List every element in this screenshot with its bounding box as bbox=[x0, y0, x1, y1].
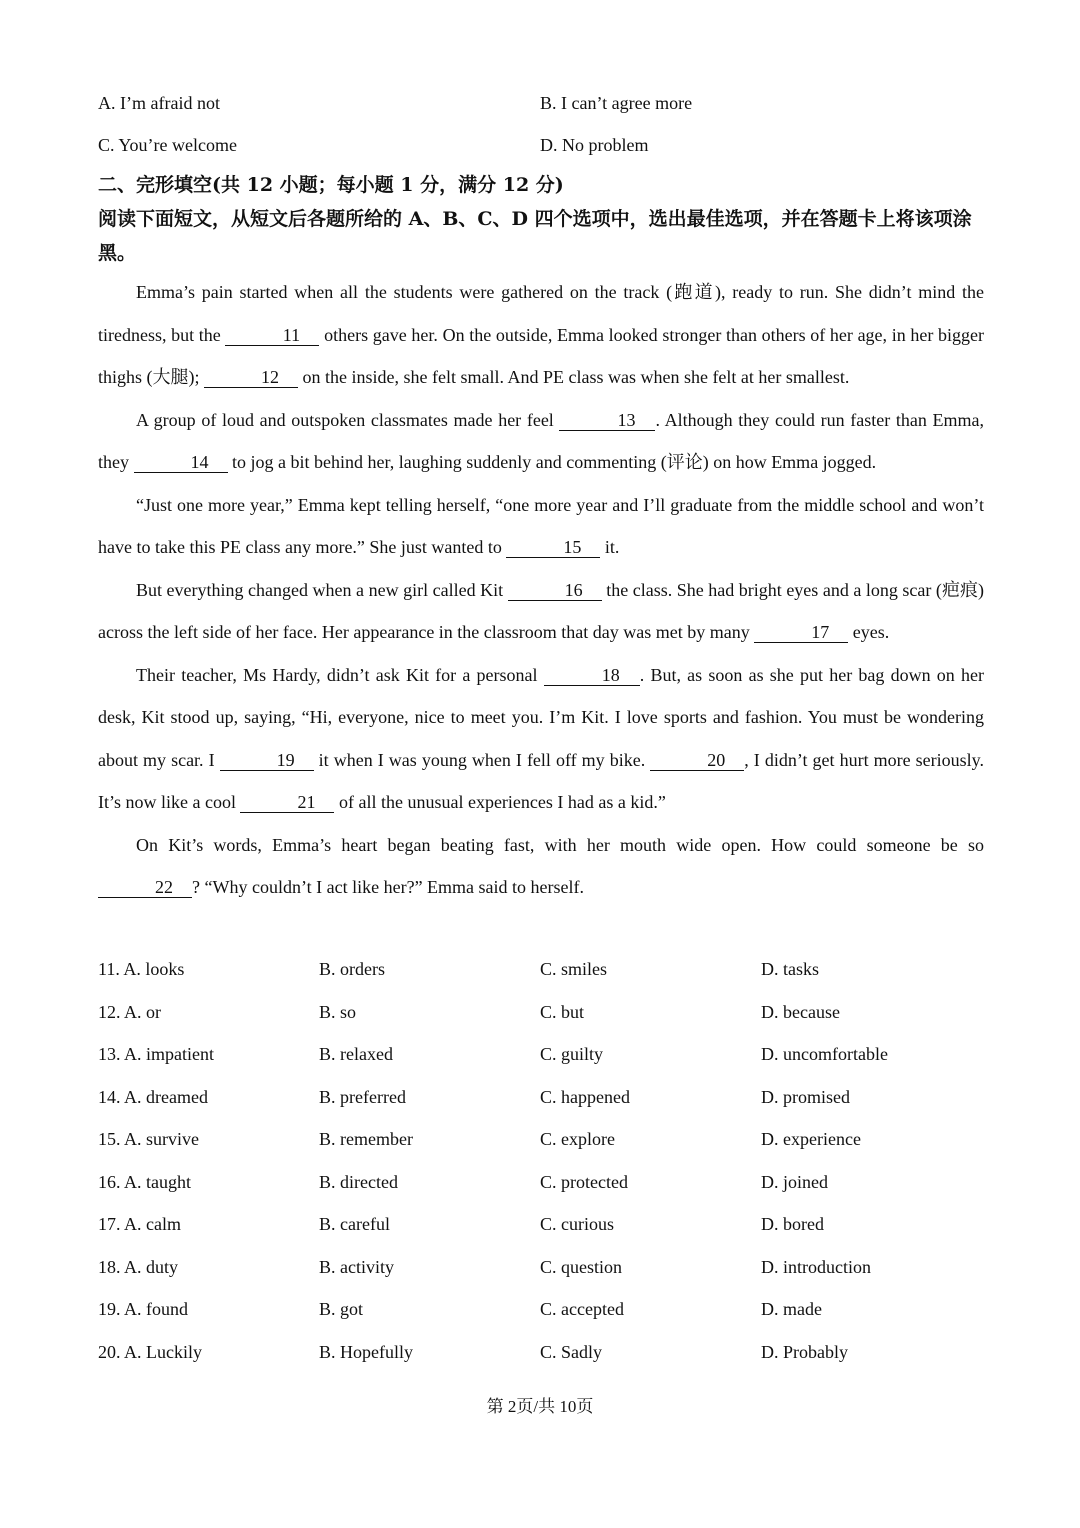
option-d: D. bored bbox=[761, 1214, 824, 1234]
question-row-11 bbox=[98, 957, 984, 1000]
option-c: C. curious bbox=[540, 1214, 614, 1234]
option-b: B. relaxed bbox=[319, 1044, 393, 1064]
blank-12: 12 bbox=[204, 367, 298, 388]
prev-option-c: C. You’re welcome bbox=[98, 135, 237, 155]
passage-paragraph-2: A group of loud and outspoken classmates made her feel 13 . Although they could run faster than Emma, they 14 to jog a bit behind her, laughing suddenly and commenting (评论) on how Emma jogged. bbox=[98, 409, 985, 472]
option-a: 11. A. looks bbox=[98, 959, 185, 979]
option-b: B. activity bbox=[319, 1256, 394, 1277]
prev-option-d: D. No problem bbox=[540, 135, 649, 155]
cloze-passage bbox=[98, 271, 984, 909]
option-c: C. explore bbox=[540, 1129, 615, 1149]
option-b: B. careful bbox=[319, 1214, 390, 1234]
question-row-18 bbox=[98, 1255, 984, 1298]
option-b: B. so bbox=[319, 1001, 357, 1022]
option-a: 15. A. survive bbox=[98, 1129, 199, 1149]
blank-17: 17 bbox=[754, 622, 848, 643]
question-row-20 bbox=[98, 1340, 984, 1383]
blank-18: 18 bbox=[544, 665, 640, 686]
option-b: B. directed bbox=[319, 1171, 398, 1192]
question-row-15 bbox=[98, 1127, 984, 1170]
prev-option-a: A. I’m afraid not bbox=[98, 93, 220, 113]
option-d: D. because bbox=[761, 1001, 840, 1022]
option-a: 20. A. Luckily bbox=[98, 1341, 202, 1362]
option-d: D. promised bbox=[761, 1086, 850, 1107]
option-d: D. experience bbox=[761, 1129, 861, 1149]
blank-13: 13 bbox=[559, 410, 655, 431]
option-b: B. preferred bbox=[319, 1086, 406, 1107]
option-b: B. got bbox=[319, 1299, 364, 1319]
blank-21: 21 bbox=[240, 792, 334, 813]
option-c: C. but bbox=[540, 1001, 585, 1022]
passage-paragraph-1: Emma’s pain started when all the students were gathered on the track (跑道), ready to run. She didn’t mind the tiredness, but the 11 others gave her. On the outside, Emma looked stronger than others of her age, in her bigger thighs (大腿); 12 on the inside, she felt small. And PE class was when she felt at her smallest. bbox=[98, 282, 984, 387]
option-b: B. orders bbox=[319, 959, 385, 979]
question-row-19 bbox=[98, 1297, 984, 1340]
option-b: B. remember bbox=[319, 1129, 413, 1149]
option-d: D. introduction bbox=[761, 1256, 871, 1277]
blank-15: 15 bbox=[506, 537, 600, 558]
option-a: 19. A. found bbox=[98, 1299, 188, 1319]
option-c: C. question bbox=[540, 1256, 623, 1277]
option-a: 16. A. taught bbox=[98, 1171, 191, 1192]
option-d: D. made bbox=[761, 1299, 822, 1319]
question-row-17 bbox=[98, 1212, 984, 1255]
blank-22: 22 bbox=[98, 877, 192, 898]
page-number: 第 2页/共 10页 bbox=[486, 1397, 594, 1416]
question-row-12 bbox=[98, 1000, 984, 1043]
question-row-14 bbox=[98, 1085, 984, 1128]
passage-paragraph-6: On Kit’s words, Emma’s heart began beating fast, with her mouth wide open. How could someone be so 22 ? “Why couldn’t I act like her?” Emma said to herself. bbox=[98, 824, 984, 909]
option-a: 12. A. or bbox=[98, 1001, 161, 1022]
blank-14: 14 bbox=[134, 452, 228, 473]
option-a: 17. A. calm bbox=[98, 1214, 181, 1234]
section-title: 二、完形填空(共 12 小题；每小题 1 分，满分 12 分) bbox=[98, 174, 564, 196]
blank-19: 19 bbox=[220, 750, 314, 771]
passage-paragraph-4: But everything changed when a new girl called Kit 16 the class. She had bright eyes and a long scar (疤痕) across the left side of her face. Her appearance in the classroom that day was met by many 17 eyes. bbox=[98, 579, 984, 642]
blank-16: 16 bbox=[508, 580, 602, 601]
blank-11: 11 bbox=[225, 325, 319, 346]
option-c: C. guilty bbox=[540, 1044, 604, 1064]
prev-option-b: B. I can’t agree more bbox=[540, 93, 693, 113]
option-c: C. smiles bbox=[540, 959, 608, 979]
option-a: 13. A. impatient bbox=[98, 1044, 214, 1064]
option-a: 14. A. dreamed bbox=[98, 1086, 208, 1107]
option-d: D. Probably bbox=[761, 1341, 848, 1362]
option-a: 18. A. duty bbox=[98, 1256, 179, 1277]
prev-options-row-1 bbox=[98, 93, 988, 117]
option-b: B. Hopefully bbox=[319, 1341, 413, 1362]
option-c: C. protected bbox=[540, 1171, 628, 1192]
option-c: C. accepted bbox=[540, 1299, 624, 1319]
option-c: C. Sadly bbox=[540, 1341, 603, 1362]
passage-paragraph-5: Their teacher, Ms Hardy, didn’t ask Kit for a personal 18 . But, as soon as she put her bag down on her desk, Kit stood up, saying, “Hi, everyone, nice to meet you. I’m Kit. I love sports and fashion. You must be wondering about my scar. I 19 it when I was young when I fell off my bike. 20 , I didn’t get hurt more seriously. It’s now like a cool 21 of all the unusual experiences I had as a kid.” bbox=[98, 664, 985, 812]
option-d: D. joined bbox=[761, 1171, 828, 1192]
option-c: C. happened bbox=[540, 1086, 630, 1107]
question-options bbox=[98, 957, 984, 1382]
prev-options-row-2 bbox=[98, 135, 988, 159]
section-instruction: 阅读下面短文，从短文后各题所给的 A、B、C、D 四个选项中，选出最佳选项，并在答题卡上将该项涂黑。 bbox=[98, 208, 972, 264]
option-d: D. tasks bbox=[761, 959, 819, 979]
question-row-16 bbox=[98, 1170, 984, 1213]
option-d: D. uncomfortable bbox=[761, 1044, 888, 1064]
question-row-13 bbox=[98, 1042, 984, 1085]
passage-paragraph-3: “Just one more year,” Emma kept telling herself, “one more year and I’ll graduate from the middle school and won’t have to take this PE class any more.” She just wanted to 15 it. bbox=[98, 494, 984, 557]
blank-20: 20 bbox=[650, 750, 744, 771]
